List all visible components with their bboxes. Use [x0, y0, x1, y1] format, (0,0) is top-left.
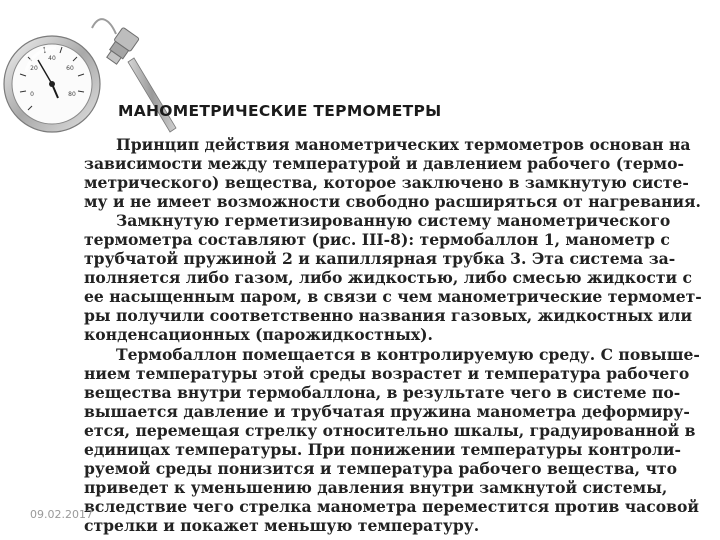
- text-line: трубчатой пружиной 2 и капиллярная трубка 3. Эта система за-: [84, 249, 676, 269]
- footer-date: 09.02.2017: [30, 508, 93, 521]
- text-line: полняется либо газом, либо жидкостью, либо смесью жидкости с: [84, 268, 692, 288]
- text-line: вещества внутри термобаллона, в результате чего в системе по-: [84, 382, 681, 402]
- text-line: единицах температуры. При понижении температуры контроли-: [84, 439, 681, 459]
- text-line: стрелки и покажет меньшую температуру.: [84, 515, 480, 535]
- document-body: [84, 135, 702, 535]
- dial-label-80: 80: [68, 91, 76, 98]
- text-line: вышается давление и трубчатая пружина манометра деформиру-: [84, 401, 690, 421]
- text-line: зависимости между температурой и давлением рабочего (термо-: [84, 154, 684, 174]
- text-line: Термобаллон помещается в контролируемую среду. С повыше-: [116, 344, 700, 364]
- dial-label-20: 20: [30, 65, 38, 72]
- dial-label-0: 0: [30, 91, 34, 98]
- text-line: нием температуры этой среды возрастет и температура рабочего: [84, 363, 690, 383]
- text-line: ется, перемещая стрелку относительно шкалы, градуированной в: [84, 420, 696, 440]
- text-line: приведет к уменьшению давления внутри замкнутой системы,: [84, 477, 668, 497]
- dial-label-60: 60: [66, 65, 74, 72]
- text-line: му и не имеет возможности свободно расширяться от нагревания.: [84, 192, 701, 212]
- text-line: руемой среды понизится и температура рабочего вещества, что: [84, 458, 677, 478]
- text-line: Принцип действия манометрических термометров основан на: [116, 135, 691, 154]
- text-line: ры получили соответственно названия газовых, жидкостных или: [84, 306, 693, 326]
- text-line: конденсационных (парожидкостных).: [84, 325, 433, 345]
- dial-label-40: 40: [48, 55, 56, 62]
- text-line: вследствие чего стрелка манометра переместится против часовой: [84, 496, 699, 516]
- text-line: термометра составляют (рис. III-8): термобаллон 1, манометр с: [84, 230, 670, 250]
- text-line: Замкнутую герметизированную систему манометрического: [116, 211, 671, 231]
- document-title: МАНОМЕТРИЧЕСКИЕ ТЕРМОМЕТРЫ: [118, 102, 442, 120]
- text-line: метрического) вещества, которое заключено в замкнутую систе-: [84, 173, 689, 193]
- text-line: ее насыщенным паром, в связи с чем манометрические термомет-: [84, 287, 702, 307]
